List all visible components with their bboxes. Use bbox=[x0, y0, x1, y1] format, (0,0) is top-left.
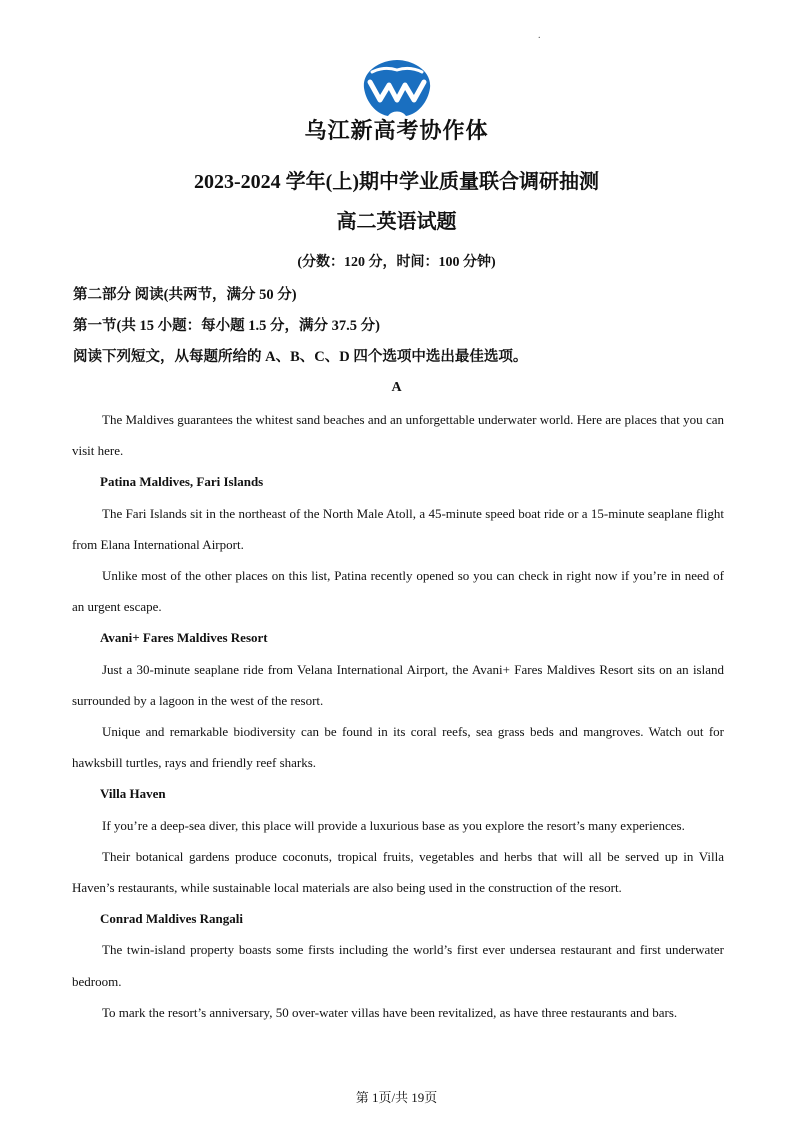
brand-name: 乌江新高考协作体 bbox=[304, 119, 489, 144]
passage-body bbox=[72, 404, 724, 1028]
section-heading: 第一节(共 15 小题：每小题 1.5 分，满分 37.5 分) bbox=[73, 318, 380, 334]
place-heading: Conrad Maldives Rangali bbox=[100, 911, 244, 927]
brand-logo bbox=[356, 58, 438, 120]
score-time-note: (分数：120 分，时间：100 分钟) bbox=[297, 255, 496, 270]
passage-intro: The Maldives guarantees the whitest sand beaches and an unforgettable underwater world. Here are places that you can visit here. bbox=[72, 412, 724, 459]
place-paragraph: If you’re a deep-sea diver, this place will provide a luxurious base as you explore the resort’s many experiences. bbox=[102, 817, 685, 833]
place-paragraph: To mark the resort’s anniversary, 50 over-water villas have been revitalized, as have three restaurants and bars. bbox=[102, 1004, 678, 1020]
place-heading: Villa Haven bbox=[100, 786, 166, 802]
passage-letter: A bbox=[391, 380, 402, 395]
part-heading: 第二部分 阅读(共两节，满分 50 分) bbox=[73, 287, 297, 303]
exam-title: 2023-2024 学年(上)期中学业质量联合调研抽测 bbox=[194, 171, 599, 193]
place-paragraph: The twin-island property boasts some firsts including the world’s first ever undersea restaurant and first underwater bedroom. bbox=[72, 942, 724, 989]
place-paragraph: Unlike most of the other places on this list, Patina recently opened so you can check in right now if you’re in need of an urgent escape. bbox=[72, 568, 724, 615]
header-mark: . bbox=[538, 30, 541, 41]
place-heading: Avani+ Fares Maldives Resort bbox=[100, 630, 268, 646]
exam-subtitle: 高二英语试题 bbox=[336, 211, 457, 233]
instruction-text: 阅读下列短文，从每题所给的 A、B、C、D 四个选项中选出最佳选项。 bbox=[73, 349, 528, 365]
place-paragraph: Their botanical gardens produce coconuts, tropical fruits, vegetables and herbs that will all be served up in Villa Haven’s restaurants, while sustainable local materials are also being used in the construction of the resort. bbox=[72, 848, 724, 896]
place-heading: Patina Maldives, Fari Islands bbox=[100, 474, 264, 490]
page-number: 第 1页/共 19页 bbox=[355, 1090, 438, 1105]
place-paragraph: The Fari Islands sit in the northeast of the North Male Atoll, a 45-minute speed boat ride or a 15-minute seaplane flight from Elana International Airport. bbox=[72, 505, 724, 552]
place-paragraph: Unique and remarkable biodiversity can be found in its coral reefs, sea grass beds and mangroves. Watch out for hawksbill turtles, rays and friendly reef sharks. bbox=[72, 724, 724, 771]
place-paragraph: Just a 30-minute seaplane ride from Velana International Airport, the Avani+ Fares Maldives Resort sits on an island surrounded by a lagoon in the west of the resort. bbox=[72, 661, 724, 708]
